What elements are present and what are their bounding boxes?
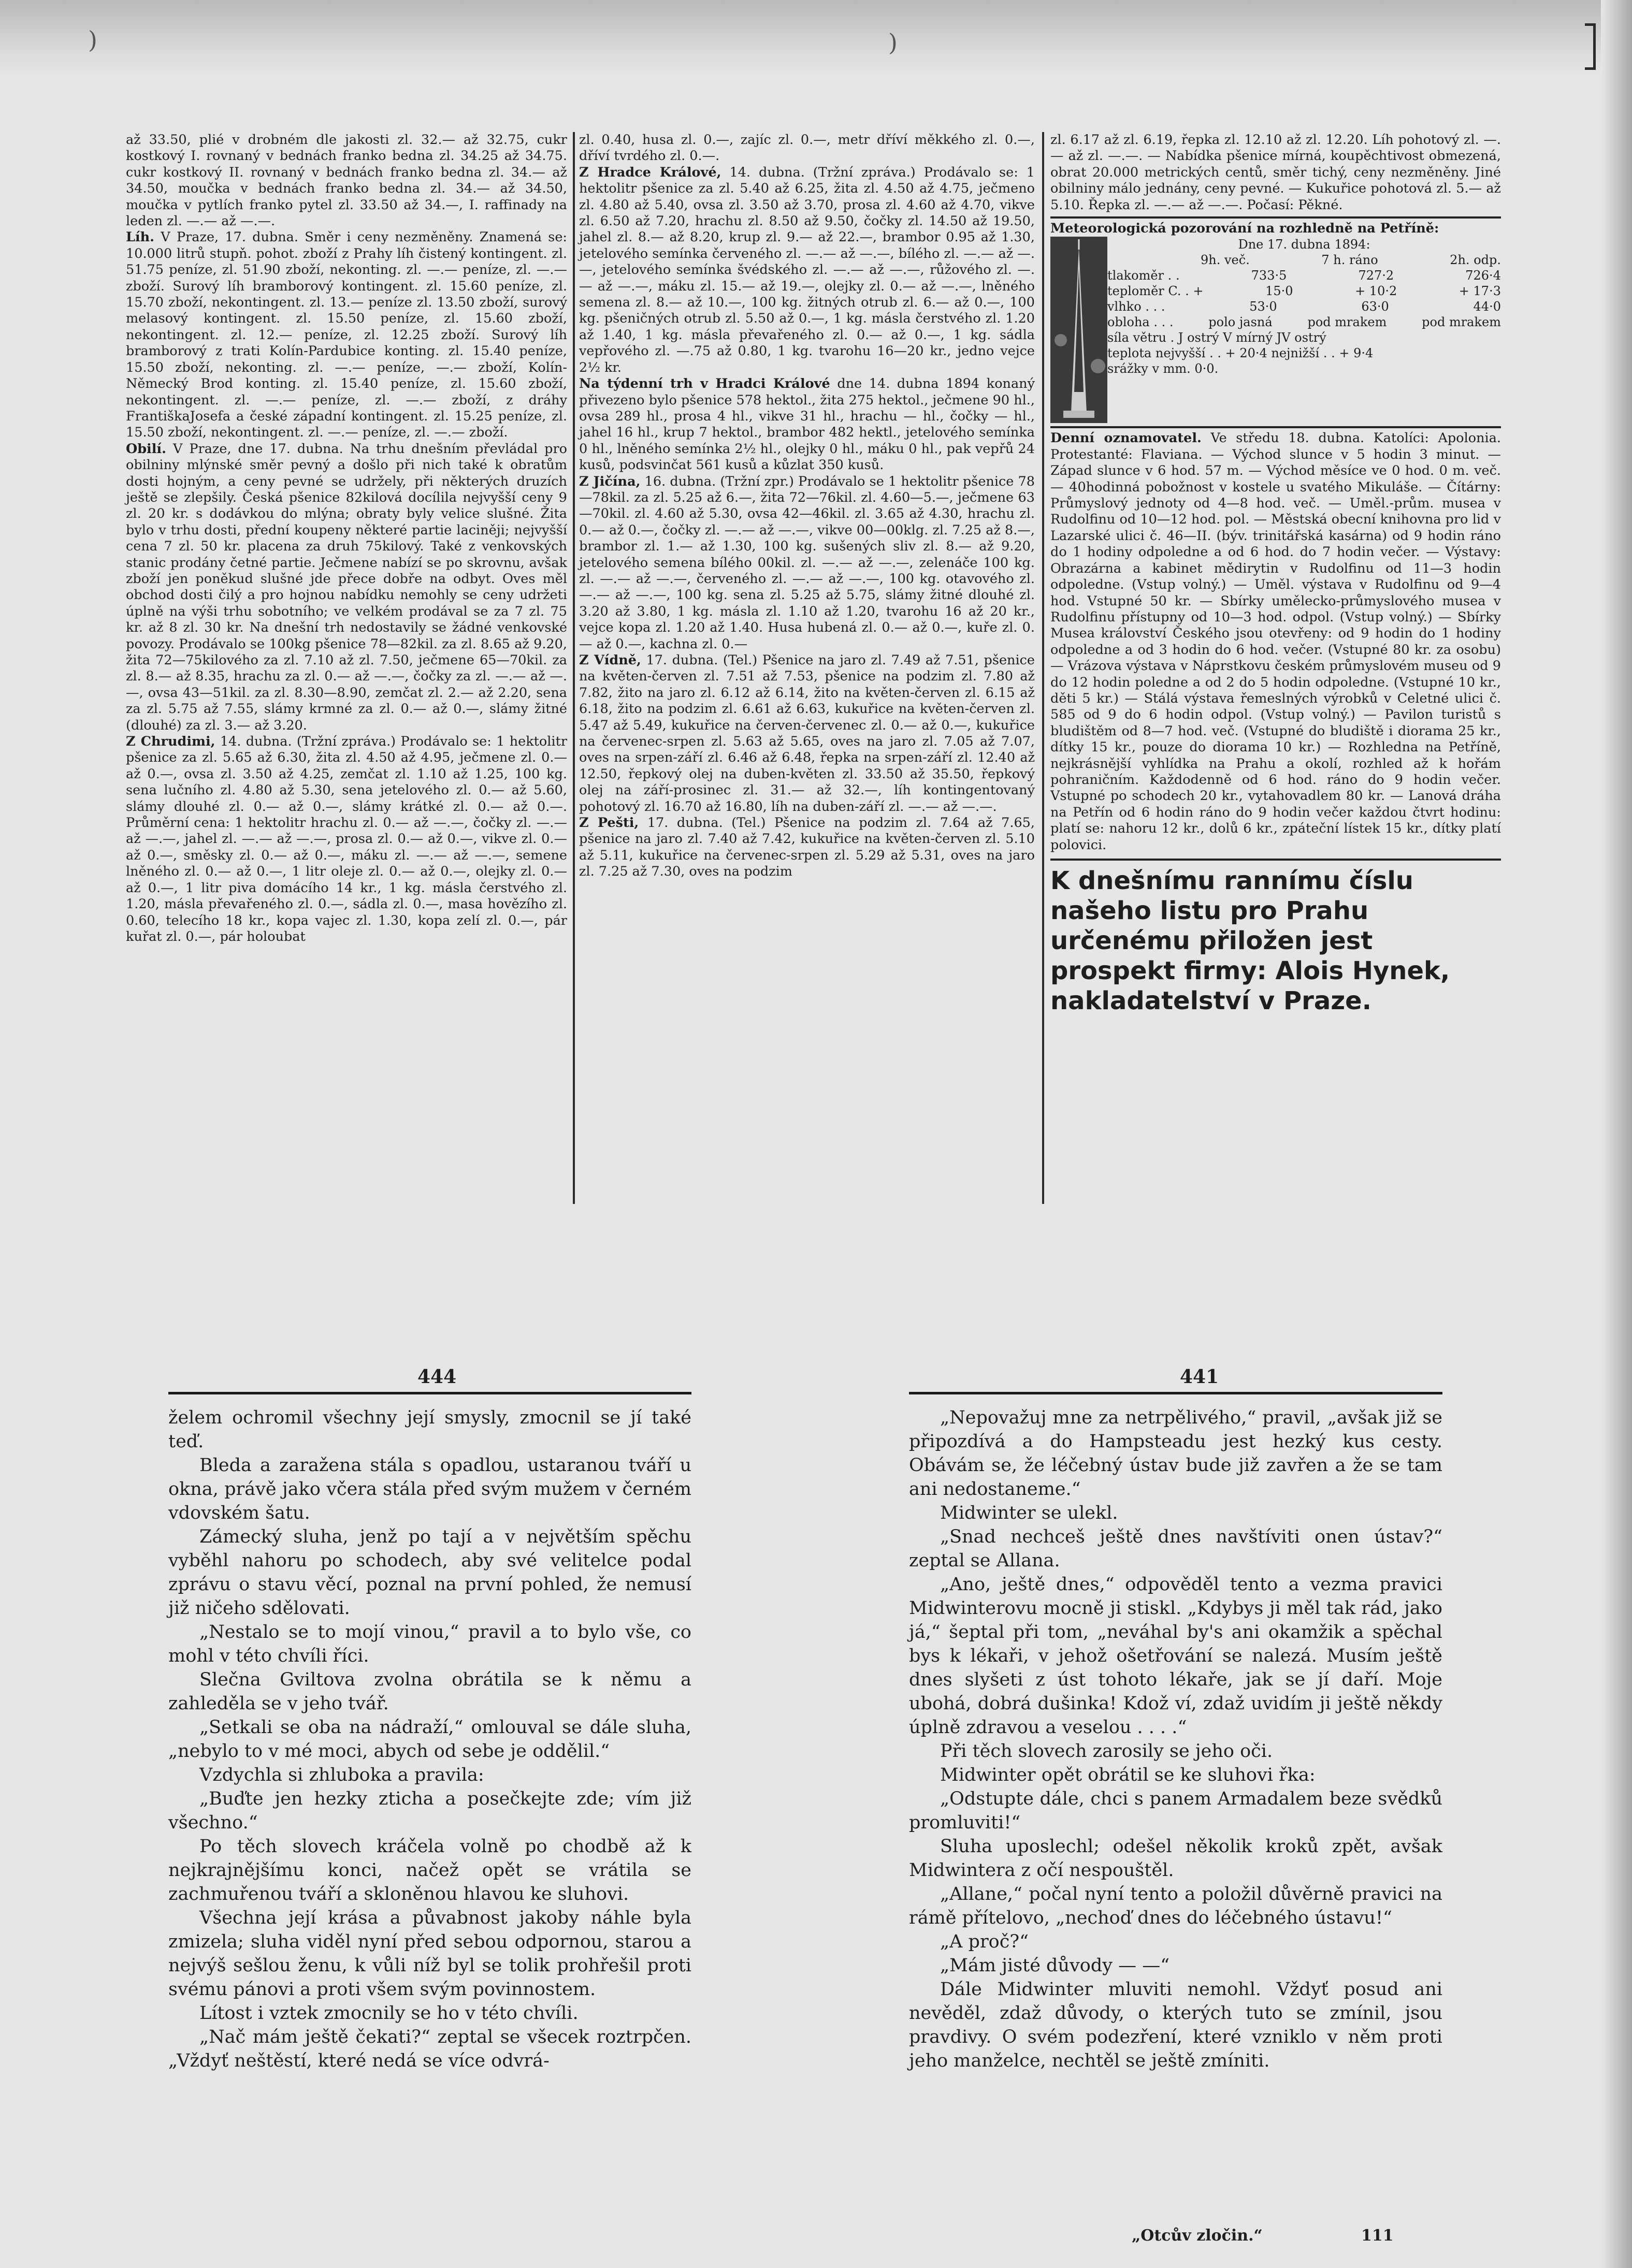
- novel-paragraph: Sluha uposlechl; odešel několik kroků zpět, avšak Midwintera z očí nespouštěl.: [909, 1836, 1442, 1881]
- market-report-paragraph: [579, 165, 1035, 376]
- market-report-text: až 33.50, plié v drobném dle jakosti zl. 32.— až 32.75, cukr kostkový I. rovnaný v bednách franko bedna zl. 34.25 až 34.75. cukr kostkový II. rovnaný v bednách franko bedna zl. 34.— až 34.50, moučka v bednách franko bedna zl. 34.— až 34.50, moučka v pytlích franko pytel zl. 33.50 až 34.—, I. raffinady na leden zl. —.— až —.—.: [126, 132, 567, 229]
- scan-shadow-right: [1601, 0, 1632, 2268]
- market-report-heading: Z Vídně,: [579, 652, 641, 668]
- market-report-heading: Na týdenní trh v Hradci Králové: [579, 376, 830, 392]
- column-rule: [1042, 132, 1044, 1204]
- novel-paragraph: želem ochromil všechny její smysly, zmocnil se jí také teď.: [168, 1407, 691, 1452]
- weather-col-header: 2h. odp.: [1450, 253, 1501, 268]
- supplement-notice: K dnešnímu rannímu číslu našeho listu pro Prahu určenému přiložen jest prospekt firmy: Alois Hynek, nakladatelství v Praze.: [1050, 859, 1501, 1016]
- market-report-text: 16. dubna. (Tržní zpr.) Prodávalo se 1 hektolitr pšenice 78—78kil. za zl. 5.25 až 6.—, žita 72—76kil. zl. 4.60—5.—, ječmene 63—70kil. zl. 4.60 až 5.30, ovsa 42—46kil. zl. 3.65 až 4.30, hrachu zl. 0.— až 0.—, čočky zl. —.— až —.—, vikve 00—00klg. zl. 7.25 až 8.—, brambor zl. 1.— až 1.30, 100 kg. sušených sliv zl. 8.— až 9.20, jetelového semena bílého 00kil. zl. —.— až —.—, zelenáče 100 kg. zl. —.— až —.—, červeného zl. —.— až —.—, 100 kg. otavového zl. —.— až —.—, 100 kg. sena zl. 5.25 až 5.75, slámy žitné dlouhé zl. 3.20 až 3.80, 1 kg. másla zl. 1.10 až 1.20, tvarohu 16 až 20 kr., vejce kopa zl. 1.20 až 1.40. Husa hubená zl. 0.— až 0.—, kuře zl. 0.— až 0.—, kachna zl. 0.—: [579, 473, 1035, 652]
- novel-paragraph: „Nač mám ještě čekati?“ zeptal se všecek roztrpčen. „Vždyť neštěstí, které nedá se více odvrá-: [168, 2027, 691, 2071]
- weather-col-header: 7 h. ráno: [1321, 253, 1378, 268]
- page-rule-left: [168, 1392, 691, 1394]
- weather-row: tlakoměr . . 733·5 727·2 726·4: [1107, 268, 1501, 283]
- novel-paragraph: Slečna Gviltova zvolna obrátila se k němu a zahleděla se v jeho tvář.: [168, 1669, 691, 1714]
- novel-page-number: 111: [1361, 2227, 1394, 2245]
- market-report-paragraph: [579, 474, 1035, 652]
- market-report-heading: Z Chrudimi,: [126, 734, 215, 750]
- page-number-left: 444: [417, 1366, 457, 1388]
- market-report-paragraph: [126, 229, 567, 441]
- weather-wind: síla větru . J ostrý V mírný JV ostrý: [1107, 330, 1326, 345]
- novel-paragraph: „A proč?“: [940, 1931, 1029, 1952]
- market-report-paragraph: [579, 376, 1035, 473]
- market-report-text: V Praze, 17. dubna. Směr i ceny nezměněny. Znamená se: 10.000 litrů stupň. pohot. zboží z Prahy líh čistený kontingent. zl. 51.75 peníze, zl. 51.90 zboží, nekonting. zl. —.— peníze, zl. —.— zboží. Surový líh bramborový kontingent. zl. 15.60 peníze, zl. 15.70 zboží, nekontingent. zl. 13.— peníze zl. 13.50 zboží, surový melasový kontingent. zl. 15.50 peníze, zl. 15.60 zboží, nekontingent. zl. 12.— peníze, zl. 12.25 zboží. Surový líh bramborový z trati Kolín-Pardubice konting. zl. 15.40 peníze, 15.50 zboží, nekonting. zl. —.— peníze, —.— zboží, Kolín-Německý Brod konting. zl. 15.40 peníze, zl. 15.60 zboží, nekontingent. zl. —.— peníze, zl. —.— zboží, z dráhy FrantiškaJosefa a české západní kontingent. zl. 15.25 peníze, zl. 15.50 zboží, nekontingent. zl. —.— peníze, zl. —.— zboží.: [126, 229, 568, 441]
- market-report-text: 17. dubna. (Tel.) Pšenice na podzim zl. 7.64 až 7.65, pšenice na jaro zl. 7.40 až 7.42, kukuřice na květen-červen zl. 5.10 až 5.11, kukuřice na červenec-srpen zl. 5.29 až 5.31, oves na jaro zl. 7.25 až 7.30, oves na podzim: [579, 815, 1035, 880]
- market-report-heading: Z Jičína,: [579, 473, 641, 489]
- novel-paragraph: „Allane,“ počal nyní tento a položil důvěrně pravici na rámě přítelovo, „nechoď dnes do léčebného ústavu!“: [909, 1884, 1442, 1928]
- novel-paragraph: Zámecký sluha, jenž po tají a v největším spěchu vyběhl nahoru po schodech, aby své velitelce podal zprávu o stavu věcí, poznal na první pohled, že nemusí již ničeho sdělovati.: [168, 1526, 691, 1619]
- weather-temperature: teplota nejvyšší . . + 20·4 nejnižší . . + 9·4: [1107, 346, 1374, 361]
- daily-calendar-text: Ve středu 18. dubna. Katolíci: Apolonia. Protestanté: Flaviana. — Východ slunce v 5 hodin 3 minut. — Západ slunce v 6 hod. 57 m. — Východ měsíce ve 0 hod. 0 m. več. — 40hodinná pobožnost v kostele u svatého Mikuláše. — Čítárny: Průmyslový jednoty od 4—8 hod. več. — Uměl.-prům. musea v Rudolfinu od 10—12 hod. pol. — Městská obecní knihovna pro lid v Lazarské ulici č. 46—II. (býv. trinitářská kasárna) od 9 hodin ráno do 1 hodiny odpoledne a od 6 hod. do 7 hodin večer. — Výstavy: Obrazárna a kabinet mědirytin v Rudolfinu od 11—3 hodin odpoledne. (Vstup volný.) — Uměl. výstava v Rudolfinu od 9—4 hod. Vstupné 50 kr. — Sbírky umělecko-průmyslového musea v Rudolfinu přístupny od 10—3 hod. odpol. (Vstup volný.) — Sbírky Musea království Českého jsou otevřeny: od 9 hodin do 1 hodiny odpoledne a od 3 hodin do 6 hod. večer. (Vstupné 80 kr. za osobu) — Vrázova výstava v Náprstkovu českém průmyslovém museu od 9 do 12 hodin poledne a od 2 do 5 hodin odpoledne. (Vstupné 10 kr., děti 5 kr.) — Stálá výstava řemeslných výrobků v Celetné ulici č. 585 od 9 do 6 hodin odpol. (Vstup volný.) — Pavilon turistů s bludištěm od 8—7 hod. več. (Vstupné do bludiště i diorama 25 kr., dítky 15 kr., pouze do diorama 10 kr.) — Rozhledna na Petříně, nejkrásnější vyhlídka na Prahu a okolí, rozhled až k hořám pohraničním. Každodenně od 6 hod. ráno do 9 hodin večer. Vstupné po schodech 20 kr., vytahovadlem 80 kr. — Lanová dráha na Petřín od 6 hodin ráno do 9 hodin večer každou čtvrt hodinu: platí se: nahoru 12 kr., dolů 6 kr., zpáteční lístek 15 kr., dítky platí polovici.: [1050, 430, 1501, 853]
- market-report-heading: Z Hradce Králové,: [579, 164, 721, 180]
- column-rule: [573, 132, 575, 1204]
- novel-paragraph: „Ano, ještě dnes,“ odpověděl tento a vezma pravici Midwinterovu mocně ji stiskl. „Kdybys ji měl tak rád, jako já,“ šeptal při tom, „neváhal by's ani okamžik a spěchal bys k lékaři, v jehož ošetřování se nalezá. Musím ještě dnes slyšeti z úst tohoto lékaře, jak se jí daří. Moje ubohá, dobrá dušinka! Kdož ví, zdaž uvidím ji ještě někdy úplně zdravou a veselou . . . .“: [909, 1574, 1442, 1738]
- novel-paragraph: Bleda a zaražena stála s opadlou, ustaranou tváří u okna, právě jako včera stála před svým mužem v černém vdovském šatu.: [168, 1455, 691, 1523]
- weather-date: Dne 17. dubna 1894:: [1238, 237, 1370, 252]
- market-report-paragraph: [126, 132, 567, 229]
- novel-paragraph: „Snad nechceš ještě dnes navštíviti onen ústav?“ zeptal se Allana.: [909, 1526, 1442, 1571]
- market-report-text: dne 14. dubna 1894 konaný přivezeno bylo pšenice 578 hektol., žita 275 hektol., ječmene 90 hl., ovsa 289 hl., prosa 4 hl., vikve 31 hl., hrachu — hl., čočky — hl., jahel 16 hl., krup 7 hektol., brambor 482 hektl., jetelového semínka 0 hl., lněného semínka 2½ hl., olejky 0 hl., máku 0 hl., pak vepřů 24 kusů, podsvinčat 561 kusů a kůzlat 350 kusů.: [579, 376, 1035, 473]
- novel-paragraph: „Setkali se oba na nádraží,“ omlouval se dále sluha, „nebylo to v mé moci, abych od sebe je oddělil.“: [168, 1717, 691, 1762]
- market-report-heading: Z Pešti,: [579, 815, 639, 831]
- petrin-tower-illustration: [1050, 237, 1107, 423]
- market-report-heading: Líh.: [126, 229, 155, 245]
- novel-running-title: „Otcův zločin.“: [1132, 2227, 1263, 2245]
- novel-paragraph: Vzdychla si zhluboka a pravila:: [199, 1765, 484, 1785]
- novel-paragraph: „Odstupte dále, chci s panem Armadalem beze svědků promluviti!“: [909, 1789, 1442, 1833]
- market-report-text: zl. 0.40, husa zl. 0.—, zajíc zl. 0.—, metr dříví měkkého zl. 0.—, dříví tvrdého zl. 0.—.: [579, 132, 1035, 164]
- weather-row: vlhko . . . 53·0 63·0 44·0: [1107, 299, 1501, 314]
- margin-mark-center: ): [888, 28, 898, 56]
- daily-calendar: [1050, 426, 1501, 853]
- novel-paragraph: „Nestalo se to mojí vinou,“ pravil a to bylo vše, co mohl v této chvíli říci.: [168, 1622, 691, 1666]
- market-report-paragraph: [126, 441, 567, 734]
- weather-rain: srážky v mm. 0·0.: [1107, 361, 1219, 376]
- weather-row: obloha . . . polo jasná pod mrakem pod mrakem: [1107, 315, 1501, 330]
- margin-mark-left: ): [88, 26, 97, 54]
- novel-paragraph: Dále Midwinter mluviti nemohl. Vždyť posud ani nevěděl, zdaž důvody, o kterých tuto se zmínil, jsou pravdivy. O svém podezření, které vzniklo v něm proti jeho manželce, nechtěl se ještě zmíniti.: [909, 1979, 1442, 2071]
- market-report-heading: Obilí.: [126, 441, 166, 457]
- novel-paragraph: „Mám jisté důvody — —“: [940, 1955, 1170, 1976]
- market-report-column-left: [126, 132, 567, 945]
- market-report-intro: zl. 6.17 až zl. 6.19, řepka zl. 12.10 až zl. 12.20. Líh pohotový zl. —.— až zl. —.—. — Nabídka pšenice mírná, koupěchtivost obmezená, obrat 20.000 metrických centů, směr tichý, ceny nezměněny. Jiné obilniny málo jednány, ceny pevné. — Kukuřice pohotová zl. 5.— až 5.10. Řepka zl. —.— až —.—. Počasí: Pěkné.: [1050, 132, 1501, 213]
- market-report-paragraph: [579, 132, 1035, 165]
- page-number-right: 441: [1180, 1366, 1219, 1388]
- weather-row: teploměr C. . + 15·0 + 10·2 + 17·3: [1107, 284, 1501, 299]
- daily-calendar-heading: Denní oznamovatel.: [1050, 430, 1202, 446]
- novel-page-right: [909, 1406, 1442, 2073]
- market-report-paragraph: [579, 815, 1035, 880]
- market-report-column-right: [1050, 132, 1501, 1016]
- novel-paragraph: „Nepovažuj mne za netrpělivého,“ pravil, „avšak již se připozdívá a do Hampsteadu jest hezký kus cesty. Obávám se, že léčebný ústav bude již zavřen a že se tam ani nedostaneme.“: [909, 1407, 1442, 1500]
- weather-report-title: Meteorologická pozorování na rozhledně na Petříně:: [1050, 221, 1439, 237]
- market-report-text: V Praze, dne 17. dubna. Na trhu dnešním převládal pro obilniny mlýnské směr pevný a došlo při nich také k obratům dosti hojným, a ceny pevné se udržely, při některých druzích ještě se zlepšily. Česká pšenice 82kilová docílila nejvyšší ceny 9 zl. 20 kr. s dodávkou do mlýna; obraty byly velice slušné. Žita bylo v trhu dosti, přední koupeny některé partie laciněji; nejvyšší cena 7 zl. 50 kr. placena za druh 75kilový. Také z venkovských stanic prodány četné partie. Ječmene nabízí se po skrovnu, avšak zboží jen poněkud slušné jde přece dobře na odbyt. Oves měl obchod dosti čilý a pro hojnou nabídku nemohly se ceny udržeti úplně na výši trhu sobotního; ve velkém prodával se za 7 zl. 75 kr. až 8 zl. 30 kr. Na dnešní trh nedostavily se žádné venkovské povozy. Prodávalo se 100kg pšenice 78—82kil. za zl. 8.65 až 9.20, žita 72—75kilového za zl. 7.10 až zl. 7.50, ječmene 65—70kil. za zl. 8.— až 8.35, hrachu za zl. 0.— až —.—, čočky za zl. —.— až —.—, ovsa 43—51kil. za zl. 8.30—8.90, zemčat zl. 2.— až 2.20, sena za zl. 5.75 až 7.55, slámy krmné za zl. 0.— až 0.—, slámy žitné (dlouhé) za zl. 3.— až 3.20.: [126, 441, 567, 733]
- novel-paragraph: „Buďte jen hezky zticha a posečkejte zde; vím již všechno.“: [168, 1789, 691, 1833]
- weather-report: [1050, 216, 1501, 423]
- market-report-text: 14. dubna. (Tržní zpráva.) Prodávalo se: 1 hektolitr pšenice za zl. 5.40 až 6.25, žita zl. 4.50 až 4.75, ječmeno zl. 4.80 až 5.40, ovsa zl. 3.50 až 3.70, prosa zl. 4.60 až 4.70, vikve zl. 6.50 až 7.20, hrachu zl. 8.50 až 9.50, čočky zl. 14.50 až 19.50, jahel zl. 8.— až 8.20, krup zl. 9.— až 22.—, brambor 0.95 až 1.30, jetelového semínka červeného zl. —.— až —.—, bílého zl. —.— až —.—, jetelového semínka švédského zl. —.— až —.—, růžového zl. —.— až —.—, máku zl. 15.— až 19.—, olejky zl. 0.— až —.—, lněného semena zl. 8.— až 10.—, 100 kg. žitných otrub zl. 6.— až 0.—, 100 kg. pšeničných otrub zl. 5.50 až 0.—, 1 kg. másla čerstvého zl. 1.20 až 1.40, 1 kg. másla převařeného zl. 0.— až 0.—, 1 kg. sádla vepřového zl. —.75 až 0.80, 1 kg. tvarohu 16—20 kr., jedno vejce 2½ kr.: [579, 164, 1035, 375]
- market-report-paragraph: [579, 652, 1035, 815]
- page-rule-right: [909, 1392, 1442, 1394]
- novel-page-left: [168, 1406, 691, 2073]
- market-report-text: 17. dubna. (Tel.) Pšenice na jaro zl. 7.49 až 7.51, pšenice na květen-červen zl. 7.51 až 7.53, pšenice na podzim zl. 7.80 až 7.82, žito na jaro zl. 6.12 až 6.14, žito na květen-červen zl. 6.15 až 6.18, žito na podzim zl. 6.61 až 6.63, kukuřice na květen-červen zl. 5.47 až 5.49, kukuřice na červen-červenec zl. 0.— až 0.—, kukuřice na červenec-srpen zl. 5.63 až 5.65, oves na jaro zl. 7.05 až 7.07, oves na srpen-září zl. 6.46 až 6.48, řepka na srpen-září zl. 12.40 až 12.50, řepkový olej na duben-květen zl. 33.50 až 35.50, řepkový olej na září-prosinec zl. 31.— až 32.—, líh kontingentovaný pohotový zl. 16.70 až 16.80, líh na duben-září zl. —.— až —.—.: [579, 652, 1035, 815]
- market-report-text: 14. dubna. (Tržní zpráva.) Prodávalo se: 1 hektolitr pšenice za zl. 5.65 až 6.30, žita zl. 4.50 až 4.95, ječmene zl. 0.— až 0.—, ovsa zl. 3.50 až 4.25, zemčat zl. 1.10 až 1.25, 100 kg. sena lučního zl. 4.80 až 5.30, sena jetelového zl. 0.— až 5.60, slámy dlouhé zl. 0.— až 0.—, slámy krátké zl. 0.— až 0.—. Průměrní cena: 1 hektolitr hrachu zl. 0.— až —.—, čočky zl. —.— až —.—, jahel zl. —.— až —.—, prosa zl. 0.— až 0.—, vikve zl. 0.— až 0.—, směsky zl. 0.— až 0.—, máku zl. —.— až —.—, semene lněného zl. 0.— až 0.—, 1 litr oleje zl. 0.— až 0.—, olejky zl. 0.— až 0.—, 1 litr piva domácího 14 kr., 1 kg. másla čerstvého zl. 1.20, másla převařeného zl. 0.—, sádla zl. 0.—, masa hovězího zl. 0.60, telecího 18 kr., kopa vajec zl. 1.30, kopa zelí zl. 0.—, pár kuřat zl. 0.—, pár holoubat: [126, 734, 568, 944]
- weather-col-header: 9h. več.: [1201, 253, 1250, 268]
- novel-paragraph: Při těch slovech zarosily se jeho oči.: [940, 1741, 1273, 1762]
- novel-paragraph: Po těch slovech kráčela volně po chodbě až k nejkrajnějšímu konci, načež opět se vrátila se zachmuřenou tváří a skloněnou hlavou ke sluhovi.: [168, 1836, 691, 1904]
- scan-shadow-top: [0, 0, 1632, 78]
- novel-paragraph: Všechna její krása a půvabnost jakoby náhle byla zmizela; sluha viděl nyní před sebou odpornou, starou a nejvýš sešlou ženu, k vůli níž byl se tolik prohřešil proti svému pánovi a proti všem svým povinnostem.: [168, 1908, 691, 2000]
- novel-paragraph: Midwinter opět obrátil se ke sluhovi řka:: [940, 1765, 1316, 1785]
- novel-paragraph: Lítost i vztek zmocnily se ho v této chvíli.: [199, 2003, 579, 2024]
- market-report-column-middle: [579, 132, 1035, 880]
- page-corner-mark: [1585, 23, 1596, 70]
- market-report-paragraph: [126, 734, 567, 945]
- novel-paragraph: Midwinter se ulekl.: [940, 1503, 1118, 1523]
